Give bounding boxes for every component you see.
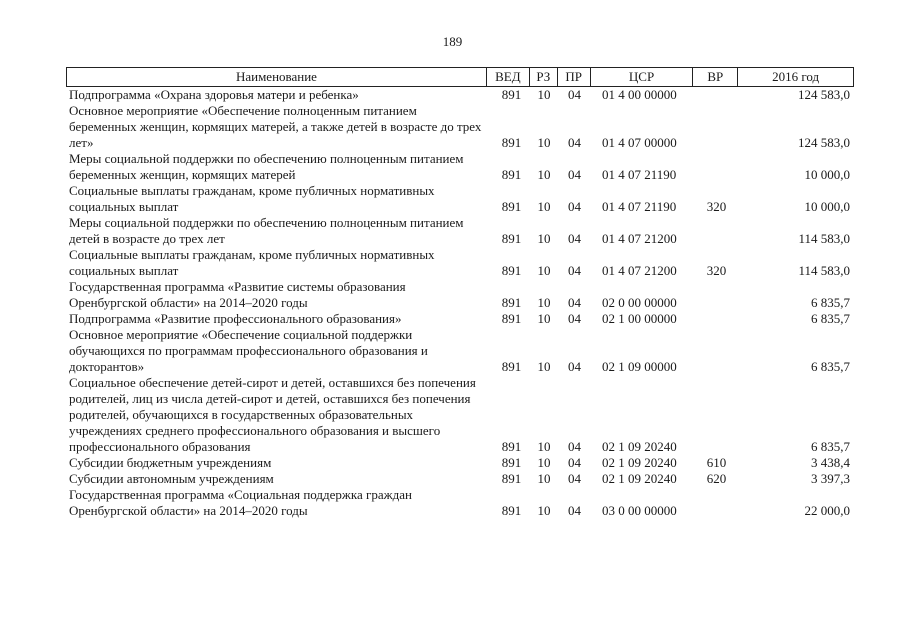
header-ved: ВЕД xyxy=(487,68,530,86)
table-row xyxy=(66,151,854,183)
row-rz: 10 xyxy=(537,311,551,326)
row-rz: 10 xyxy=(537,199,551,214)
row-name: Социальное обеспечение детей-сирот и детей, оставшихся без попечения родителей, лиц из числа детей-сирот и детей, оставшихся без попечения родителей, обучающихся в государственных образовательных учреждениях среднего профессионального образования и высшего профессионального образования xyxy=(69,375,476,454)
row-csr: 02 0 00 00000 xyxy=(602,295,677,310)
row-csr: 01 4 07 21200 xyxy=(602,263,677,278)
row-ved: 891 xyxy=(501,231,522,246)
row-csr: 02 1 09 20240 xyxy=(602,471,677,486)
row-csr: 01 4 07 00000 xyxy=(602,135,677,150)
header-vr: ВР xyxy=(693,68,738,86)
table-row xyxy=(66,471,854,487)
row-csr: 03 0 00 00000 xyxy=(602,503,677,518)
row-name: Меры социальной поддержки по обеспечению полноценным питанием беременных женщин, кормящих матерей xyxy=(69,151,464,182)
table-row xyxy=(66,183,854,215)
row-name: Социальные выплаты гражданам, кроме публичных нормативных социальных выплат xyxy=(69,183,435,214)
header-pr: ПР xyxy=(558,68,591,86)
table-row xyxy=(66,311,854,327)
row-amount: 22 000,0 xyxy=(804,503,850,518)
row-rz: 10 xyxy=(537,471,551,486)
row-pr: 04 xyxy=(568,295,581,310)
row-pr: 04 xyxy=(568,167,581,182)
row-name: Основное мероприятие «Обеспечение социальной поддержки обучающихся по программам профессионального образования и докторантов» xyxy=(69,327,428,374)
row-ved: 891 xyxy=(501,263,522,278)
row-amount: 10 000,0 xyxy=(804,167,850,182)
row-vr xyxy=(694,327,739,375)
row-pr: 04 xyxy=(568,263,581,278)
row-amount: 6 835,7 xyxy=(811,295,850,310)
row-amount: 124 583,0 xyxy=(798,135,850,150)
page-number: 189 xyxy=(442,34,463,49)
row-rz: 10 xyxy=(537,87,551,102)
row-vr xyxy=(694,215,739,247)
header-rz: РЗ xyxy=(530,68,558,86)
row-rz: 10 xyxy=(537,455,551,470)
row-csr: 01 4 00 00000 xyxy=(602,87,677,102)
header-csr: ЦСР xyxy=(591,68,694,86)
table-header xyxy=(66,67,854,87)
row-name: Подпрограмма «Охрана здоровья матери и ребенка» xyxy=(69,87,359,102)
row-amount: 124 583,0 xyxy=(798,87,850,102)
table-row xyxy=(66,103,854,151)
row-csr: 02 1 09 20240 xyxy=(602,439,677,454)
row-vr xyxy=(694,87,739,103)
row-vr xyxy=(694,311,739,327)
row-vr: 320 xyxy=(706,263,727,278)
table-row xyxy=(66,455,854,471)
row-pr: 04 xyxy=(568,231,581,246)
row-amount: 6 835,7 xyxy=(811,439,850,454)
row-vr: 620 xyxy=(706,471,727,486)
row-ved: 891 xyxy=(501,87,522,102)
row-csr: 01 4 07 21190 xyxy=(602,199,677,214)
row-csr: 02 1 00 00000 xyxy=(602,311,677,326)
row-amount: 3 438,4 xyxy=(811,455,850,470)
budget-table xyxy=(66,67,854,519)
row-rz: 10 xyxy=(537,295,551,310)
row-ved: 891 xyxy=(501,167,522,182)
row-ved: 891 xyxy=(501,311,522,326)
row-amount: 3 397,3 xyxy=(811,471,850,486)
header-year: 2016 год xyxy=(772,69,820,84)
row-csr: 01 4 07 21200 xyxy=(602,231,677,246)
table-row xyxy=(66,375,854,455)
row-vr xyxy=(694,151,739,183)
row-pr: 04 xyxy=(568,455,581,470)
row-csr: 01 4 07 21190 xyxy=(602,167,677,182)
row-name: Социальные выплаты гражданам, кроме публичных нормативных социальных выплат xyxy=(69,247,435,278)
row-vr: 320 xyxy=(706,199,727,214)
row-ved: 891 xyxy=(501,135,522,150)
table-row xyxy=(66,87,854,103)
row-ved: 891 xyxy=(501,471,522,486)
row-pr: 04 xyxy=(568,87,581,102)
row-name: Основное мероприятие «Обеспечение полноценным питанием беременных женщин, кормящих матерей, а также детей в возрасте до трех лет» xyxy=(69,103,482,150)
table-row xyxy=(66,279,854,311)
row-name: Государственная программа «Социальная поддержка граждан Оренбургской области» на 2014–2020 годы xyxy=(69,487,412,518)
row-vr xyxy=(694,103,739,151)
row-ved: 891 xyxy=(501,359,522,374)
row-vr xyxy=(694,279,739,311)
row-pr: 04 xyxy=(568,359,581,374)
row-ved: 891 xyxy=(501,455,522,470)
row-csr: 02 1 09 00000 xyxy=(602,359,677,374)
header-name: Наименование xyxy=(67,68,487,86)
row-amount: 6 835,7 xyxy=(811,359,850,374)
row-amount: 114 583,0 xyxy=(798,263,850,278)
row-rz: 10 xyxy=(537,231,551,246)
table-row xyxy=(66,487,854,519)
row-vr xyxy=(694,375,739,455)
row-pr: 04 xyxy=(568,503,581,518)
row-name: Подпрограмма «Развитие профессионального образования» xyxy=(69,311,402,326)
row-pr: 04 xyxy=(568,311,581,326)
row-csr: 02 1 09 20240 xyxy=(602,455,677,470)
row-amount: 6 835,7 xyxy=(811,311,850,326)
row-pr: 04 xyxy=(568,199,581,214)
row-rz: 10 xyxy=(537,135,551,150)
row-pr: 04 xyxy=(568,439,581,454)
row-rz: 10 xyxy=(537,263,551,278)
table-row xyxy=(66,247,854,279)
row-ved: 891 xyxy=(501,503,522,518)
row-vr xyxy=(694,487,739,519)
row-ved: 891 xyxy=(501,199,522,214)
row-vr: 610 xyxy=(706,455,727,470)
row-name: Субсидии автономным учреждениям xyxy=(69,471,274,486)
row-ved: 891 xyxy=(501,439,522,454)
row-rz: 10 xyxy=(537,359,551,374)
row-rz: 10 xyxy=(537,439,551,454)
row-rz: 10 xyxy=(537,167,551,182)
table-body xyxy=(66,87,854,519)
row-amount: 114 583,0 xyxy=(798,231,850,246)
row-name: Субсидии бюджетным учреждениям xyxy=(69,455,272,470)
row-name: Государственная программа «Развитие системы образования Оренбургской области» на 2014–2020 годы xyxy=(69,279,406,310)
row-pr: 04 xyxy=(568,471,581,486)
row-amount: 10 000,0 xyxy=(804,199,850,214)
row-pr: 04 xyxy=(568,135,581,150)
row-ved: 891 xyxy=(501,295,522,310)
table-row xyxy=(66,215,854,247)
table-row xyxy=(66,327,854,375)
row-rz: 10 xyxy=(537,503,551,518)
row-name: Меры социальной поддержки по обеспечению полноценным питанием детей в возрасте до трех лет xyxy=(69,215,464,246)
